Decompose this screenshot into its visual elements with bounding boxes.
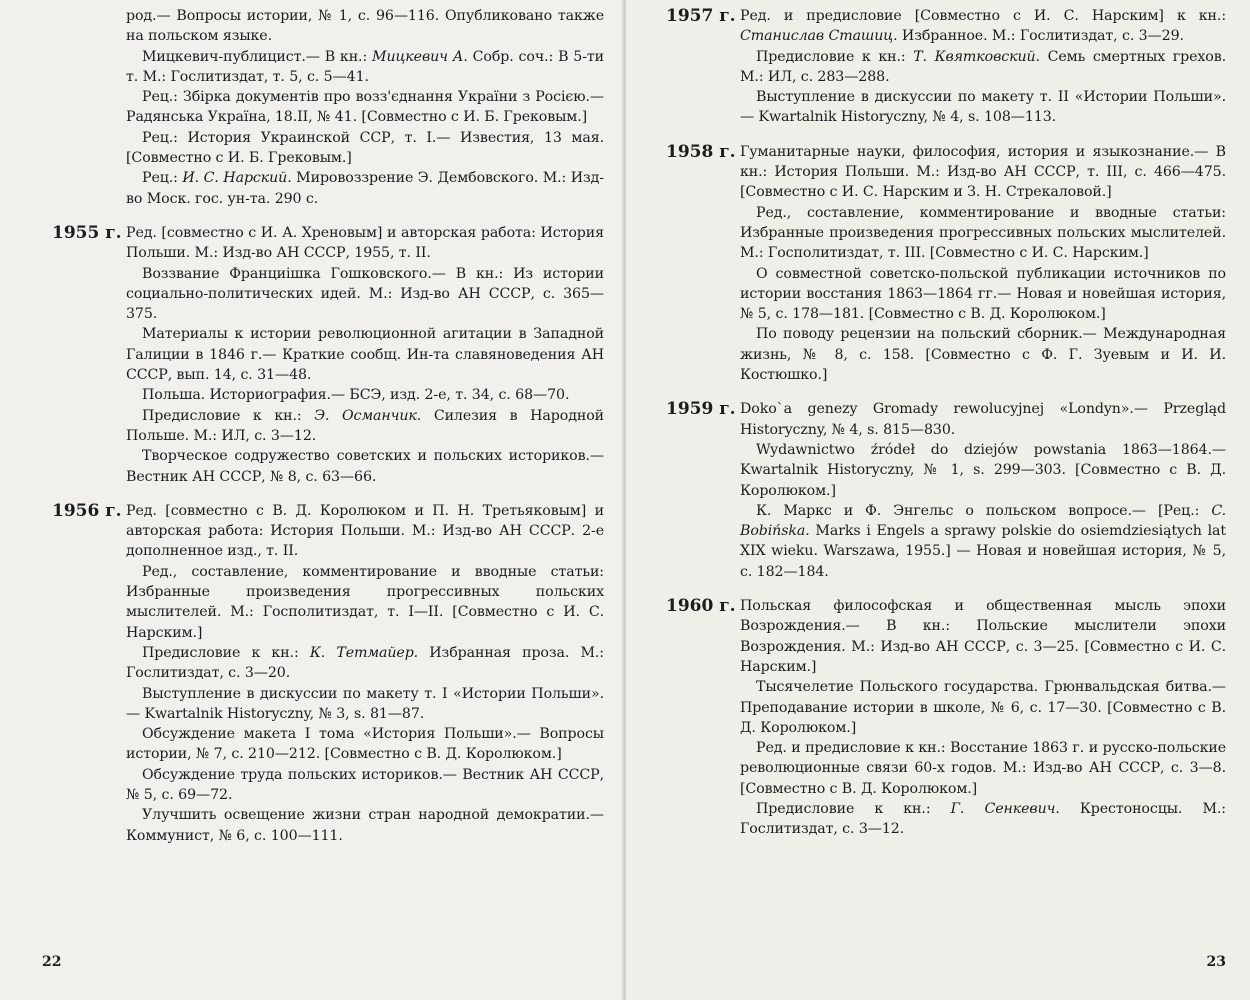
bibliography-entry: Польская философская и общественная мысль эпохи Возрождения.— В кн.: Польские мыслители эпохи Возрождения. М.: Изд-во АН СССР, с. 3—25. [Совместно с И. С. Нарским.] [740, 598, 1226, 675]
bibliography-entry: Выступление в дискуссии по макету т. II «Истории Польши».— Kwartalnik Historyczny, № 4, s. 108—113. [740, 89, 1226, 126]
year-section [666, 6, 1226, 128]
year-heading: 1959 г. [666, 399, 736, 420]
bibliography-entry: Гуманитарные науки, философия, история и языкознание.— В кн.: История Польши. М.: Изд-во АН СССР, т. III, с. 466—475. [Совместно с И. С. Нарским и З. Н. Стрекаловой.] [740, 143, 1226, 201]
bibliography-entry [740, 799, 1226, 840]
left-column [52, 6, 604, 860]
year-heading: 1955 г. [52, 222, 122, 243]
bibliography-entry [126, 47, 604, 88]
bibliography-entry [740, 47, 1226, 88]
bibliography-entry: Тысячелетие Польского государства. Грюнвальдская битва.— Преподавание истории в школе, № 6, с. 17—30. [Совместно с В. Д. Королюком.] [740, 679, 1226, 736]
entry-text: Крестоносцы. М.: Гослитиздат, с. 3—12. [740, 800, 1226, 838]
entry-text: Семь смертных грехов. М.: ИЛ, с. 283—288. [740, 48, 1227, 85]
year-section [52, 223, 604, 487]
author-name: Станислав Сташиц. [740, 28, 898, 45]
bibliography-entry: Ред., составление, комментирование и вводные статьи: Избранные произведения прогрессивных польских мыслителей. М.: Госполитиздат, т. III. [Совместно с И. С. Нарским.] [740, 204, 1226, 262]
bibliography-entry: Обсуждение труда польских историков.— Вестник АН СССР, № 5, с. 69—72. [126, 766, 604, 803]
bibliography-entry [126, 406, 604, 447]
bibliography-entry: Ред. и предисловие к кн.: Восстание 1863 г. и русско-польские революционные связи 60-х годов. М.: Изд-во АН СССР, с. 3—8. [Совместно с В. Д. Королюком.] [740, 740, 1226, 797]
year-heading: 1956 г. [52, 500, 122, 521]
bibliography-entry: Ред. [совместно с И. А. Хреновым] и авторская работа: История Польши. М.: Изд-во АН СССР, 1955, т. II. [126, 224, 604, 262]
year-heading: 1958 г. [666, 141, 736, 162]
entry-text: Предисловие к кн.: [756, 48, 914, 65]
bibliography-entry: По поводу рецензии на польский сборник.— Международная жизнь, № 8, с. 158. [Совместно с Ф. Г. Зуевым и И. И. Костюшко.] [740, 326, 1226, 384]
year-heading: 1960 г. [666, 596, 736, 617]
page-number: 22 [42, 954, 62, 970]
bibliography-entry: Улучшить освещение жизни стран народной демократии.— Коммунист, № 6, с. 100—111. [126, 807, 604, 844]
entry-text: Мировоззрение Э. Дембовского. М.: Изд-во Моск. гос. ун-та. 290 с. [126, 170, 604, 207]
entry-text: Силезия в Народной Польше. М.: ИЛ, с. 3—12. [126, 407, 604, 444]
author-name: Э. Османчик. [314, 407, 422, 424]
bibliography-entry: Doko`a genezy Gromady rewolucyjnej «Londyn».— Przegląd Historyczny, № 4, s. 815—830. [740, 401, 1226, 438]
author-name: Т. Квятковский. [913, 48, 1040, 65]
author-name: C. Bobińska. [740, 502, 1226, 540]
bibliography-entry: Wydawnictwo źródeł do dziejów powstania 1863—1864.— Kwartalnik Historyczny, № 1, s. 299—303. [Совместно с В. Д. Королюком.] [740, 441, 1226, 499]
year-section [666, 596, 1226, 840]
author-name: Г. Сенкевич. [950, 800, 1060, 817]
bibliography-entry [740, 6, 1226, 47]
bibliography-entry [740, 501, 1226, 582]
year-section [666, 142, 1226, 386]
entry-text: Рец.: [142, 170, 183, 187]
bibliography-entry: Обсуждение макета I тома «История Польши».— Вопросы истории, № 7, с. 210—212. [Совместно с В. Д. Королюком.] [126, 726, 604, 763]
entry-text: Предисловие к кн.: [756, 800, 951, 817]
right-column [666, 6, 1226, 854]
entry-text: Предисловие к кн.: [142, 644, 310, 661]
left-page [0, 0, 624, 1000]
entry-text: Marks i Engels a sprawy polskie do osiemdziesiątych lat XIX wieku. Warszawa, 1955.] — Новая и новейшая история, № 5, с. 182—184. [740, 523, 1226, 580]
author-name: К. Тетмайер. [309, 644, 419, 661]
continued-entries [52, 6, 604, 209]
bibliography-entry: Материалы к истории революционной агитации в Западной Галиции в 1846 г.— Краткие сообщ. Ин-та славяноведения АН СССР, вып. 14, с. 31—48. [126, 326, 604, 384]
page-number: 23 [1206, 954, 1226, 970]
entry-text: Собр. соч.: В 5-ти т. М.: Гослитиздат, т. 5, с. 5—41. [126, 48, 604, 85]
bibliography-entry: Воззвание Франциішка Гошковского.— В кн.: Из истории социально-политических идей. М.: Изд-во АН СССР, с. 365—375. [126, 265, 604, 323]
entry-text: К. Маркс и Ф. Энгельс о польском вопросе.— [Рец.: [756, 502, 1212, 519]
entry-text: Избранная проза. М.: Гослитиздат, с. 3—20. [126, 644, 604, 682]
entry-text: Предисловие к кн.: [142, 407, 315, 424]
bibliography-entry: Рец.: История Украинской ССР, т. I.— Известия, 13 мая. [Совместно с И. Б. Грековым.] [126, 129, 604, 167]
author-name: И. С. Нарский. [182, 170, 292, 187]
bibliography-entry: Выступление в дискуссии по макету т. I «Истории Польши».— Kwartalnik Historyczny, № 3, s. 81—87. [126, 685, 604, 722]
bibliography-entry: род.— Вопросы истории, № 1, с. 96—116. Опубликовано также на польском языке. [126, 8, 604, 45]
bibliography-entry: Рец.: Збірка документів про возз'єднання України з Росією.— Радянська Україна, 18.II, № 41. [Совместно с И. Б. Грековым.] [126, 89, 604, 126]
entry-text: Ред. и предисловие [Совместно с И. С. Нарским] к кн.: [740, 8, 1226, 24]
bibliography-entry: Ред. [совместно с В. Д. Королюком и П. Н. Третьяковым] и авторская работа: История Польши. М.: Изд-во АН СССР. 2-е дополненное изд., т. II. [126, 502, 604, 560]
right-page [626, 0, 1250, 1000]
year-section [52, 501, 604, 846]
bibliography-entry: Творческое содружество советских и польских историков.— Вестник АН СССР, № 8, с. 63—66. [126, 448, 604, 485]
author-name: Мицкевич А. [372, 48, 468, 65]
year-heading: 1957 г. [666, 6, 736, 26]
entry-text: Избранное. М.: Гослитиздат, с. 3—29. [897, 28, 1184, 45]
bibliography-entry [126, 168, 604, 209]
bibliography-entry: О совместной советско-польской публикации источников по истории восстания 1863—1864 гг.— Новая и новейшая история, № 5, с. 178—181. [Совместно с В. Д. Королюком.] [740, 265, 1226, 323]
bibliography-entry: Польша. Историография.— БСЭ, изд. 2-е, т. 34, с. 68—70. [142, 387, 570, 404]
bibliography-entry: Ред., составление, комментирование и вводные статьи: Избранные произведения прогрессивных польских мыслителей. М.: Госполитиздат, т. I—II. [Совместно с И. С. Нарским.] [126, 563, 604, 641]
year-section [666, 399, 1226, 582]
bibliography-entry [126, 643, 604, 684]
entry-text: Мицкевич-публицист.— В кн.: [142, 48, 373, 65]
